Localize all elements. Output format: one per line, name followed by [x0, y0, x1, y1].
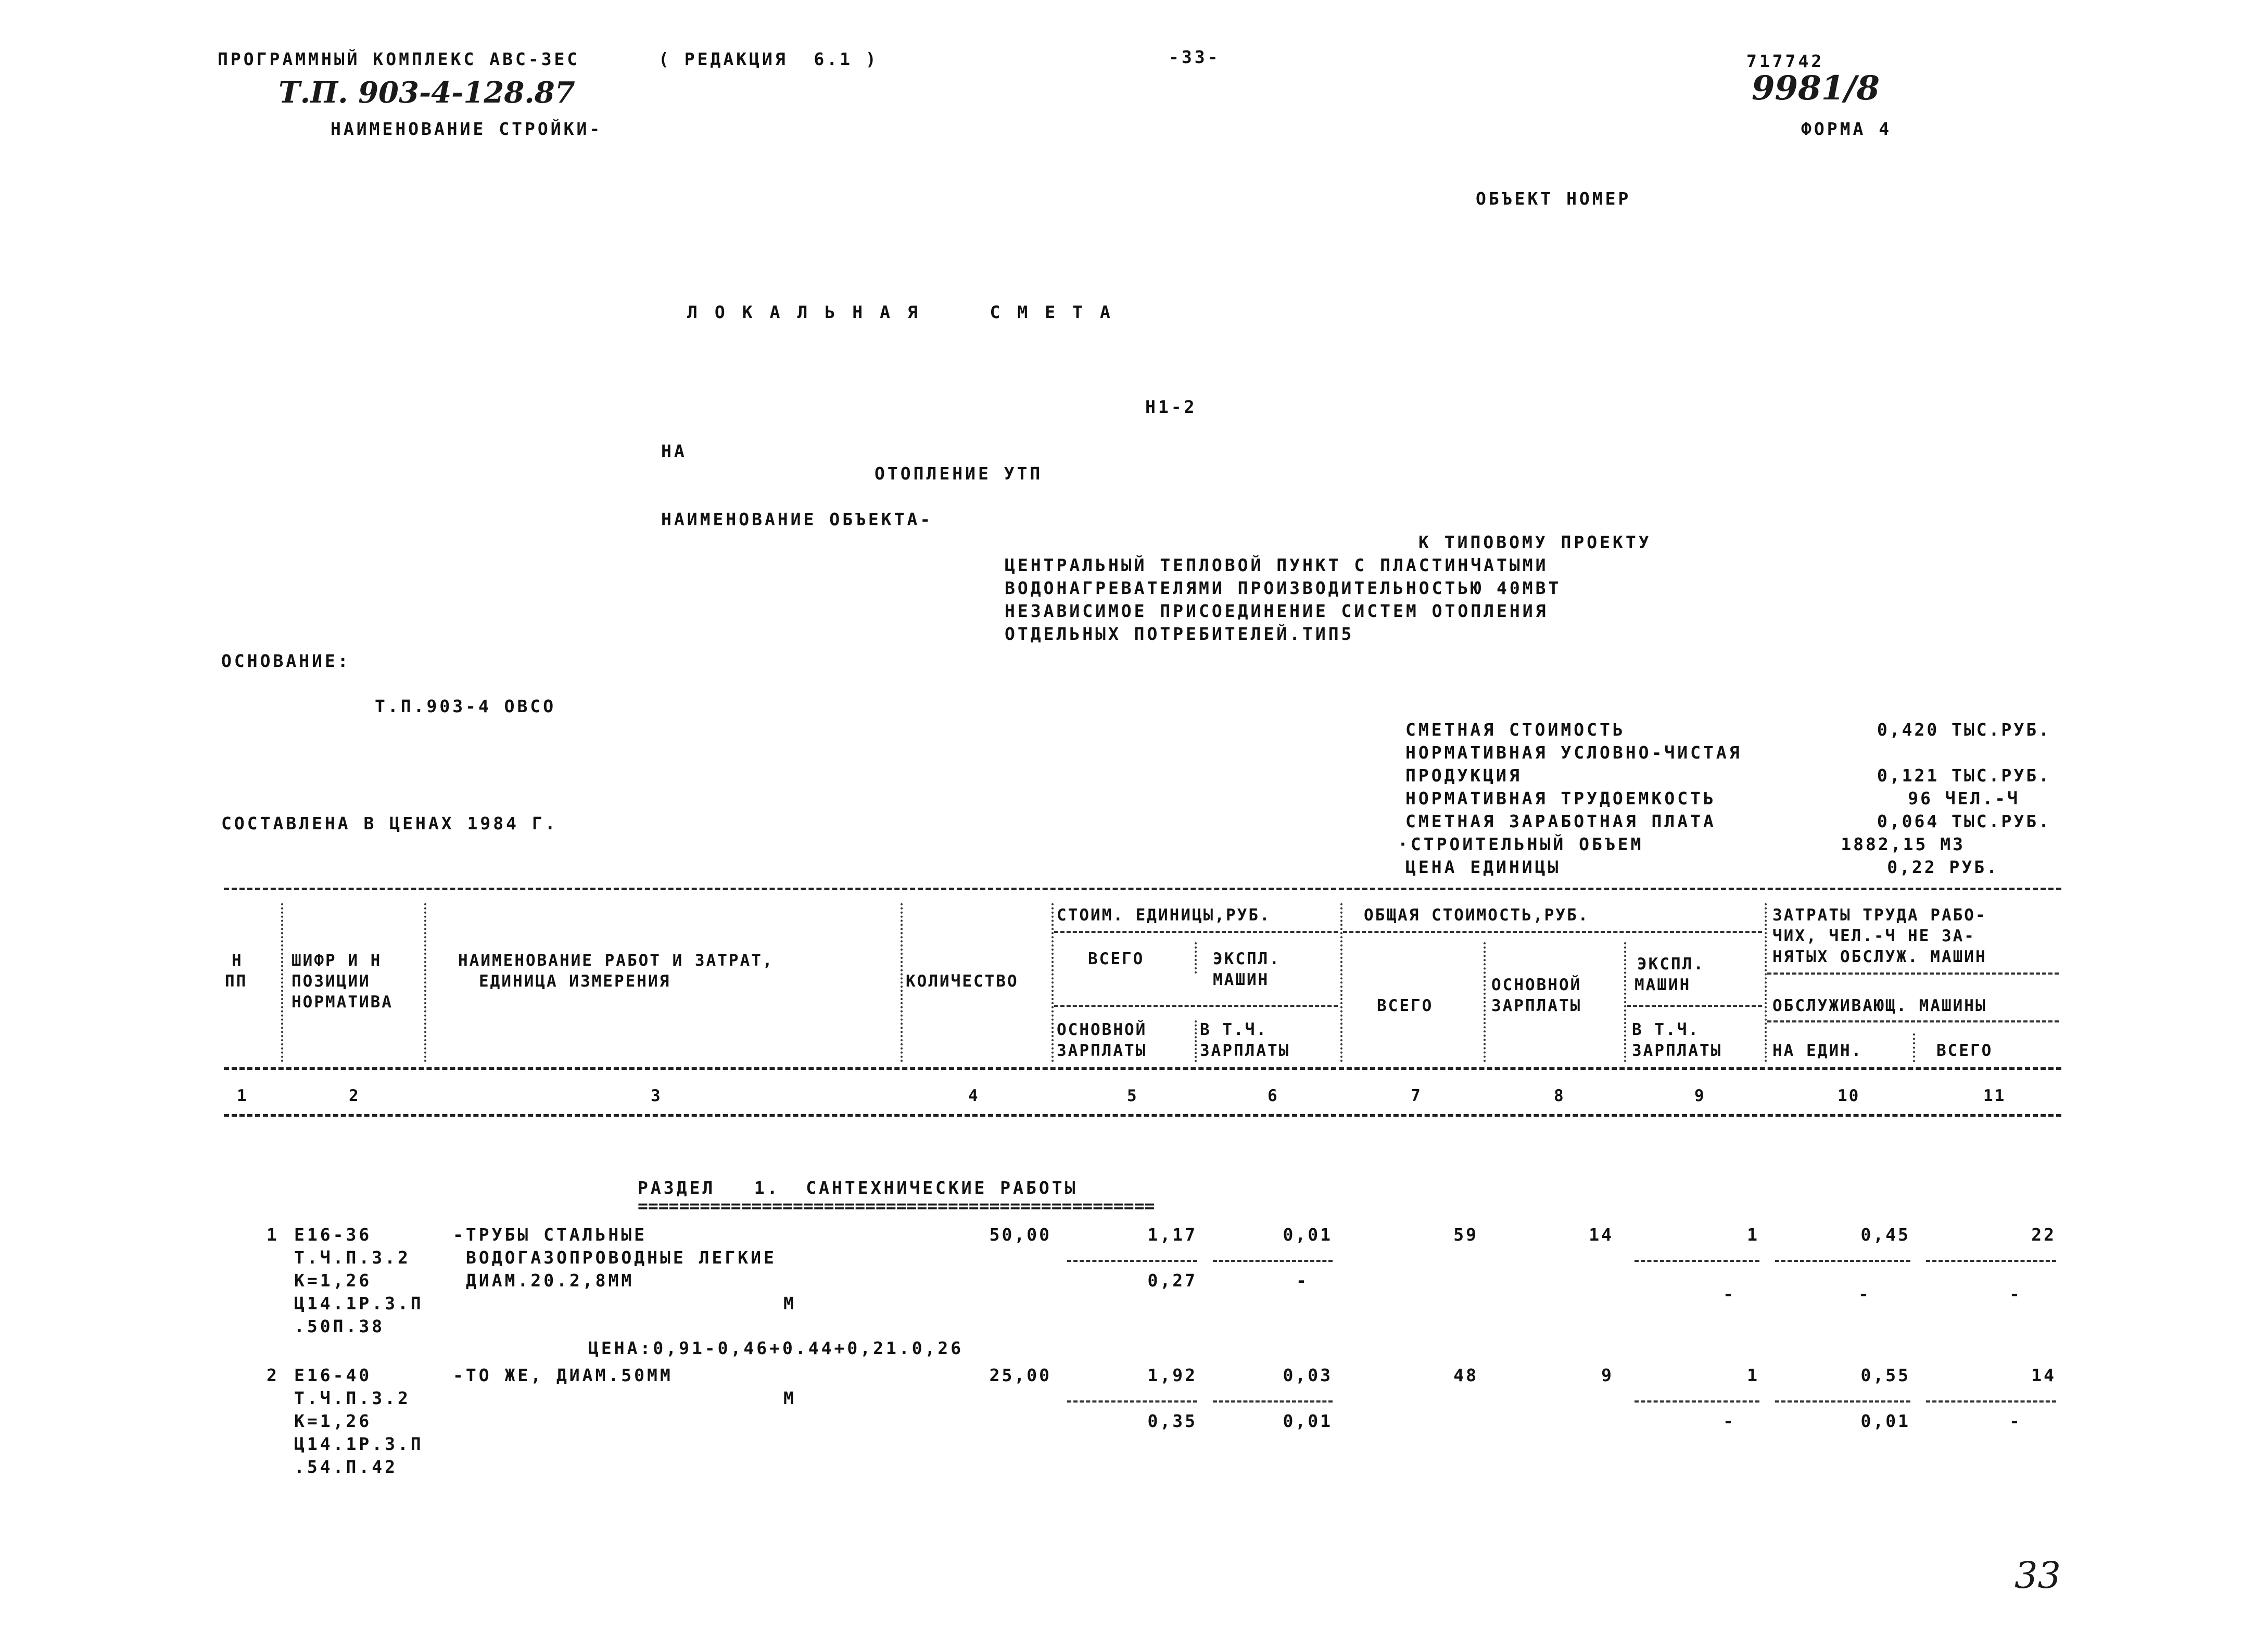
row-labor-total2: -	[2009, 1411, 2022, 1431]
header-incl-salary: ЗАРПЛАТЫ	[1200, 1041, 1290, 1060]
column-number: 3	[651, 1087, 662, 1105]
row-unit-total: 1,92	[1147, 1365, 1197, 1385]
row-code: К=1,26	[294, 1270, 372, 1291]
header-col2: ШИФР И Н	[292, 951, 382, 970]
row-total-machines: 1	[1747, 1224, 1759, 1245]
header-quantity: КОЛИЧЕСТВО	[906, 972, 1019, 991]
header-labor: ЧИХ, ЧЕЛ.-Ч НЕ ЗА-	[1772, 927, 1975, 945]
row-code: Т.Ч.П.3.2	[294, 1388, 411, 1408]
row-work-name: -ТРУБЫ СТАЛЬНЫЕ	[453, 1224, 648, 1245]
summary-value: 1882,15 М3	[1841, 834, 1965, 854]
row-total-salary: 14	[1589, 1224, 1614, 1245]
price-note: ЦЕНА:0,91-0,46+0.44+0,21.0,26	[588, 1338, 964, 1358]
header-unit-total: ВСЕГО	[1088, 950, 1145, 968]
column-separator	[424, 903, 426, 1062]
section-title: РАЗДЕЛ 1. САНТЕХНИЧЕСКИЕ РАБОТЫ	[638, 1178, 1078, 1198]
row-work-name: -ТО ЖЕ, ДИАМ.50ММ	[453, 1365, 673, 1385]
column-number: 2	[349, 1087, 360, 1105]
column-number: 6	[1268, 1087, 1279, 1105]
row-total-machine-salary: -	[1723, 1411, 1736, 1431]
header-col3: НАИМЕНОВАНИЕ РАБОТ И ЗАТРАТ,	[458, 951, 774, 970]
table-top-rule	[224, 888, 2061, 890]
handwritten-page-mark: 33	[2014, 1554, 2061, 1597]
row-unit-machine-salary: -	[1296, 1270, 1309, 1291]
row-unit-total: 1,17	[1147, 1224, 1197, 1245]
construction-name-label: НАИМЕНОВАНИЕ СТРОЙКИ-	[331, 119, 603, 139]
header-basic-salary: ЗАРПЛАТЫ	[1057, 1041, 1147, 1060]
row-labor-unit: 0,45	[1860, 1224, 1910, 1245]
row-unit: М	[783, 1293, 796, 1313]
header-per-unit: НА ЕДИН.	[1772, 1041, 1863, 1060]
program-name: ПРОГРАММНЫЙ КОМПЛЕКС АВС-3ЕС	[218, 49, 580, 69]
row-code: Е16-36	[294, 1224, 372, 1245]
estimate-number: Н1-2	[1145, 397, 1197, 417]
row-quantity: 25,00	[989, 1365, 1051, 1385]
object-number-label: ОБЪЕКТ НОМЕР	[1476, 188, 1631, 209]
price-basis: СОСТАВЛЕНА В ЦЕНАХ 1984 Г.	[221, 813, 558, 833]
object-line-2: ЦЕНТРАЛЬНЫЙ ТЕПЛОВОЙ ПУНКТ С ПЛАСТИНЧАТЫМИ	[1005, 555, 1549, 575]
cell-sub-rule	[1635, 1400, 1759, 1403]
section-underline: ==================================================	[638, 1196, 1155, 1216]
header-col1: ПП	[225, 972, 248, 991]
header-total-cost: ОБЩАЯ СТОИМОСТЬ,РУБ.	[1364, 906, 1590, 925]
header-incl-salary: В Т.Ч.	[1200, 1020, 1268, 1039]
header-sub-rule	[1343, 931, 1762, 933]
row-labor-unit2: -	[1858, 1284, 1871, 1304]
summary-value: 96 ЧЕЛ.-Ч	[1908, 788, 2020, 809]
header-sub-rule	[1054, 931, 1338, 933]
cell-sub-rule	[1067, 1400, 1197, 1403]
row-unit-salary: 0,27	[1147, 1270, 1197, 1291]
summary-label: ·СТРОИТЕЛЬНЫЙ ОБЪЕМ	[1398, 834, 1644, 854]
header-col2: НОРМАТИВА	[292, 993, 393, 1012]
basis-label: ОСНОВАНИЕ:	[221, 651, 351, 671]
summary-label: ЦЕНА ЕДИНИЦЫ	[1405, 857, 1561, 877]
header-basic-salary: ОСНОВНОЙ	[1057, 1020, 1147, 1039]
header-bottom-rule	[224, 1114, 2061, 1117]
object-line-4: НЕЗАВИСИМОЕ ПРИСОЕДИНЕНИЕ СИСТЕМ ОТОПЛЕНИЯ	[1005, 601, 1549, 621]
header-expl-machines: ЭКСПЛ.	[1213, 950, 1281, 968]
row-labor-total: 14	[2031, 1365, 2056, 1385]
column-number: 1	[237, 1087, 248, 1105]
header-total-incl-salary: В Т.Ч.	[1632, 1020, 1700, 1039]
header-rule	[224, 1067, 2061, 1070]
row-labor-total: 22	[2031, 1224, 2056, 1245]
summary-label: НОРМАТИВНАЯ УСЛОВНО-ЧИСТАЯ	[1405, 742, 1742, 763]
column-separator	[1051, 903, 1054, 1062]
cell-sub-rule	[1926, 1260, 2056, 1262]
column-separator	[1765, 903, 1767, 1062]
summary-label: СМЕТНАЯ ЗАРАБОТНАЯ ПЛАТА	[1405, 811, 1716, 831]
na-label: НА	[661, 441, 687, 461]
header-total-machines: ЭКСПЛ.	[1637, 955, 1705, 974]
row-quantity: 50,00	[989, 1224, 1051, 1245]
program-edition: ( РЕДАКЦИЯ 6.1 )	[658, 49, 879, 69]
column-separator	[901, 903, 903, 1062]
basis-value: Т.П.903-4 ОВСО	[375, 696, 556, 716]
column-number: 9	[1694, 1087, 1706, 1105]
header-col1: Н	[232, 951, 243, 970]
cell-sub-rule	[1775, 1260, 1910, 1262]
row-code: К=1,26	[294, 1411, 372, 1431]
doc-code: 717742	[1746, 51, 1824, 71]
summary-value: 0,420 ТЫС.РУБ.	[1877, 719, 2051, 740]
column-separator	[281, 903, 283, 1062]
column-number: 8	[1554, 1087, 1565, 1105]
row-code: .54.П.42	[294, 1457, 398, 1477]
summary-label: НОРМАТИВНАЯ ТРУДОЕМКОСТЬ	[1405, 788, 1716, 809]
row-unit: М	[783, 1388, 796, 1408]
header-total-all: ВСЕГО	[1377, 996, 1434, 1015]
document-title: ЛОКАЛЬНАЯ СМЕТА	[687, 302, 1127, 322]
header-total-salary: ОСНОВНОЙ	[1491, 976, 1582, 994]
header-total-incl-salary: ЗАРПЛАТЫ	[1632, 1041, 1722, 1060]
estimate-subject: ОТОПЛЕНИЕ УТП	[875, 463, 1043, 484]
row-code: Е16-40	[294, 1365, 372, 1385]
header-labor: НЯТЫХ ОБСЛУЖ. МАШИН	[1772, 948, 1987, 966]
header-sub-rule	[1767, 972, 2059, 975]
column-number: 4	[968, 1087, 980, 1105]
column-separator	[1340, 903, 1342, 1062]
row-total: 48	[1453, 1365, 1478, 1385]
header-sub-rule	[1054, 1005, 1338, 1007]
column-separator	[1195, 942, 1197, 974]
cell-sub-rule	[1775, 1400, 1910, 1403]
row-total-machine-salary: -	[1723, 1284, 1736, 1304]
row-labor-unit2: 0,01	[1860, 1411, 1910, 1431]
cell-sub-rule	[1213, 1400, 1333, 1403]
cell-sub-rule	[1635, 1260, 1759, 1262]
header-col3: ЕДИНИЦА ИЗМЕРЕНИЯ	[479, 972, 671, 991]
cell-sub-rule	[1926, 1400, 2056, 1403]
row-labor-unit: 0,55	[1860, 1365, 1910, 1385]
summary-value: 0,121 ТЫС.РУБ.	[1877, 765, 2051, 786]
column-separator	[1195, 1020, 1197, 1062]
page-number: -33-	[1169, 47, 1221, 67]
row-unit-salary: 0,35	[1147, 1411, 1197, 1431]
header-total-salary: ЗАРПЛАТЫ	[1491, 996, 1582, 1015]
cell-sub-rule	[1067, 1260, 1197, 1262]
column-separator	[1913, 1033, 1915, 1062]
column-number: 10	[1838, 1087, 1860, 1105]
column-number: 11	[1983, 1087, 2006, 1105]
row-labor-total2: -	[2009, 1284, 2022, 1304]
header-col2: ПОЗИЦИИ	[292, 972, 371, 991]
header-expl-machines: МАШИН	[1213, 970, 1270, 989]
header-sub-rule	[1627, 1005, 1762, 1007]
summary-label: ПРОДУКЦИЯ	[1405, 765, 1522, 786]
cell-sub-rule	[1213, 1260, 1333, 1262]
row-code: Ц14.1Р.3.П	[294, 1293, 424, 1313]
row-total-salary: 9	[1601, 1365, 1614, 1385]
object-line-5: ОТДЕЛЬНЫХ ПОТРЕБИТЕЛЕЙ.ТИП5	[1005, 624, 1354, 644]
header-all-total: ВСЕГО	[1936, 1041, 1993, 1060]
column-number: 5	[1127, 1087, 1138, 1105]
tp-handwritten: Т.П. 903-4-128.87	[278, 75, 575, 110]
header-sub-rule	[1767, 1020, 2059, 1022]
doc-code-handwritten: 9981/8	[1752, 69, 1880, 108]
object-name-label: НАИМЕНОВАНИЕ ОБЪЕКТА-	[661, 509, 933, 529]
summary-label: СМЕТНАЯ СТОИМОСТЬ	[1405, 719, 1626, 740]
summary-value: 0,064 ТЫС.РУБ.	[1877, 811, 2051, 831]
row-total: 59	[1453, 1224, 1478, 1245]
object-line-3: ВОДОНАГРЕВАТЕЛЯМИ ПРОИЗВОДИТЕЛЬНОСТЬЮ 40МВТ	[1005, 578, 1562, 598]
row-total-machines: 1	[1747, 1365, 1759, 1385]
row-code: .50П.38	[294, 1316, 385, 1336]
column-number: 7	[1411, 1087, 1422, 1105]
row-unit-machines: 0,03	[1283, 1365, 1333, 1385]
header-labor: ЗАТРАТЫ ТРУДА РАБО-	[1772, 906, 1987, 925]
row-number: 1	[267, 1224, 280, 1245]
row-work-name: ВОДОГАЗОПРОВОДНЫЕ ЛЕГКИЕ	[466, 1247, 777, 1268]
column-separator	[1484, 942, 1486, 1062]
row-code: Т.Ч.П.3.2	[294, 1247, 411, 1268]
header-total-machines: МАШИН	[1635, 976, 1691, 994]
row-work-name: ДИАМ.20.2,8ММ	[466, 1270, 635, 1291]
summary-value: 0,22 РУБ.	[1887, 857, 1999, 877]
object-line-1: К ТИПОВОМУ ПРОЕКТУ	[1418, 532, 1652, 552]
row-unit-machine-salary: 0,01	[1283, 1411, 1333, 1431]
column-separator	[1624, 942, 1626, 1062]
row-unit-machines: 0,01	[1283, 1224, 1333, 1245]
row-code: Ц14.1Р.3.П	[294, 1434, 424, 1454]
form-number: ФОРМА 4	[1801, 119, 1892, 139]
header-unit-cost: СТОИМ. ЕДИНИЦЫ,РУБ.	[1057, 906, 1271, 925]
header-labor-machines: ОБСЛУЖИВАЮЩ. МАШИНЫ	[1772, 996, 1987, 1015]
row-number: 2	[267, 1365, 280, 1385]
